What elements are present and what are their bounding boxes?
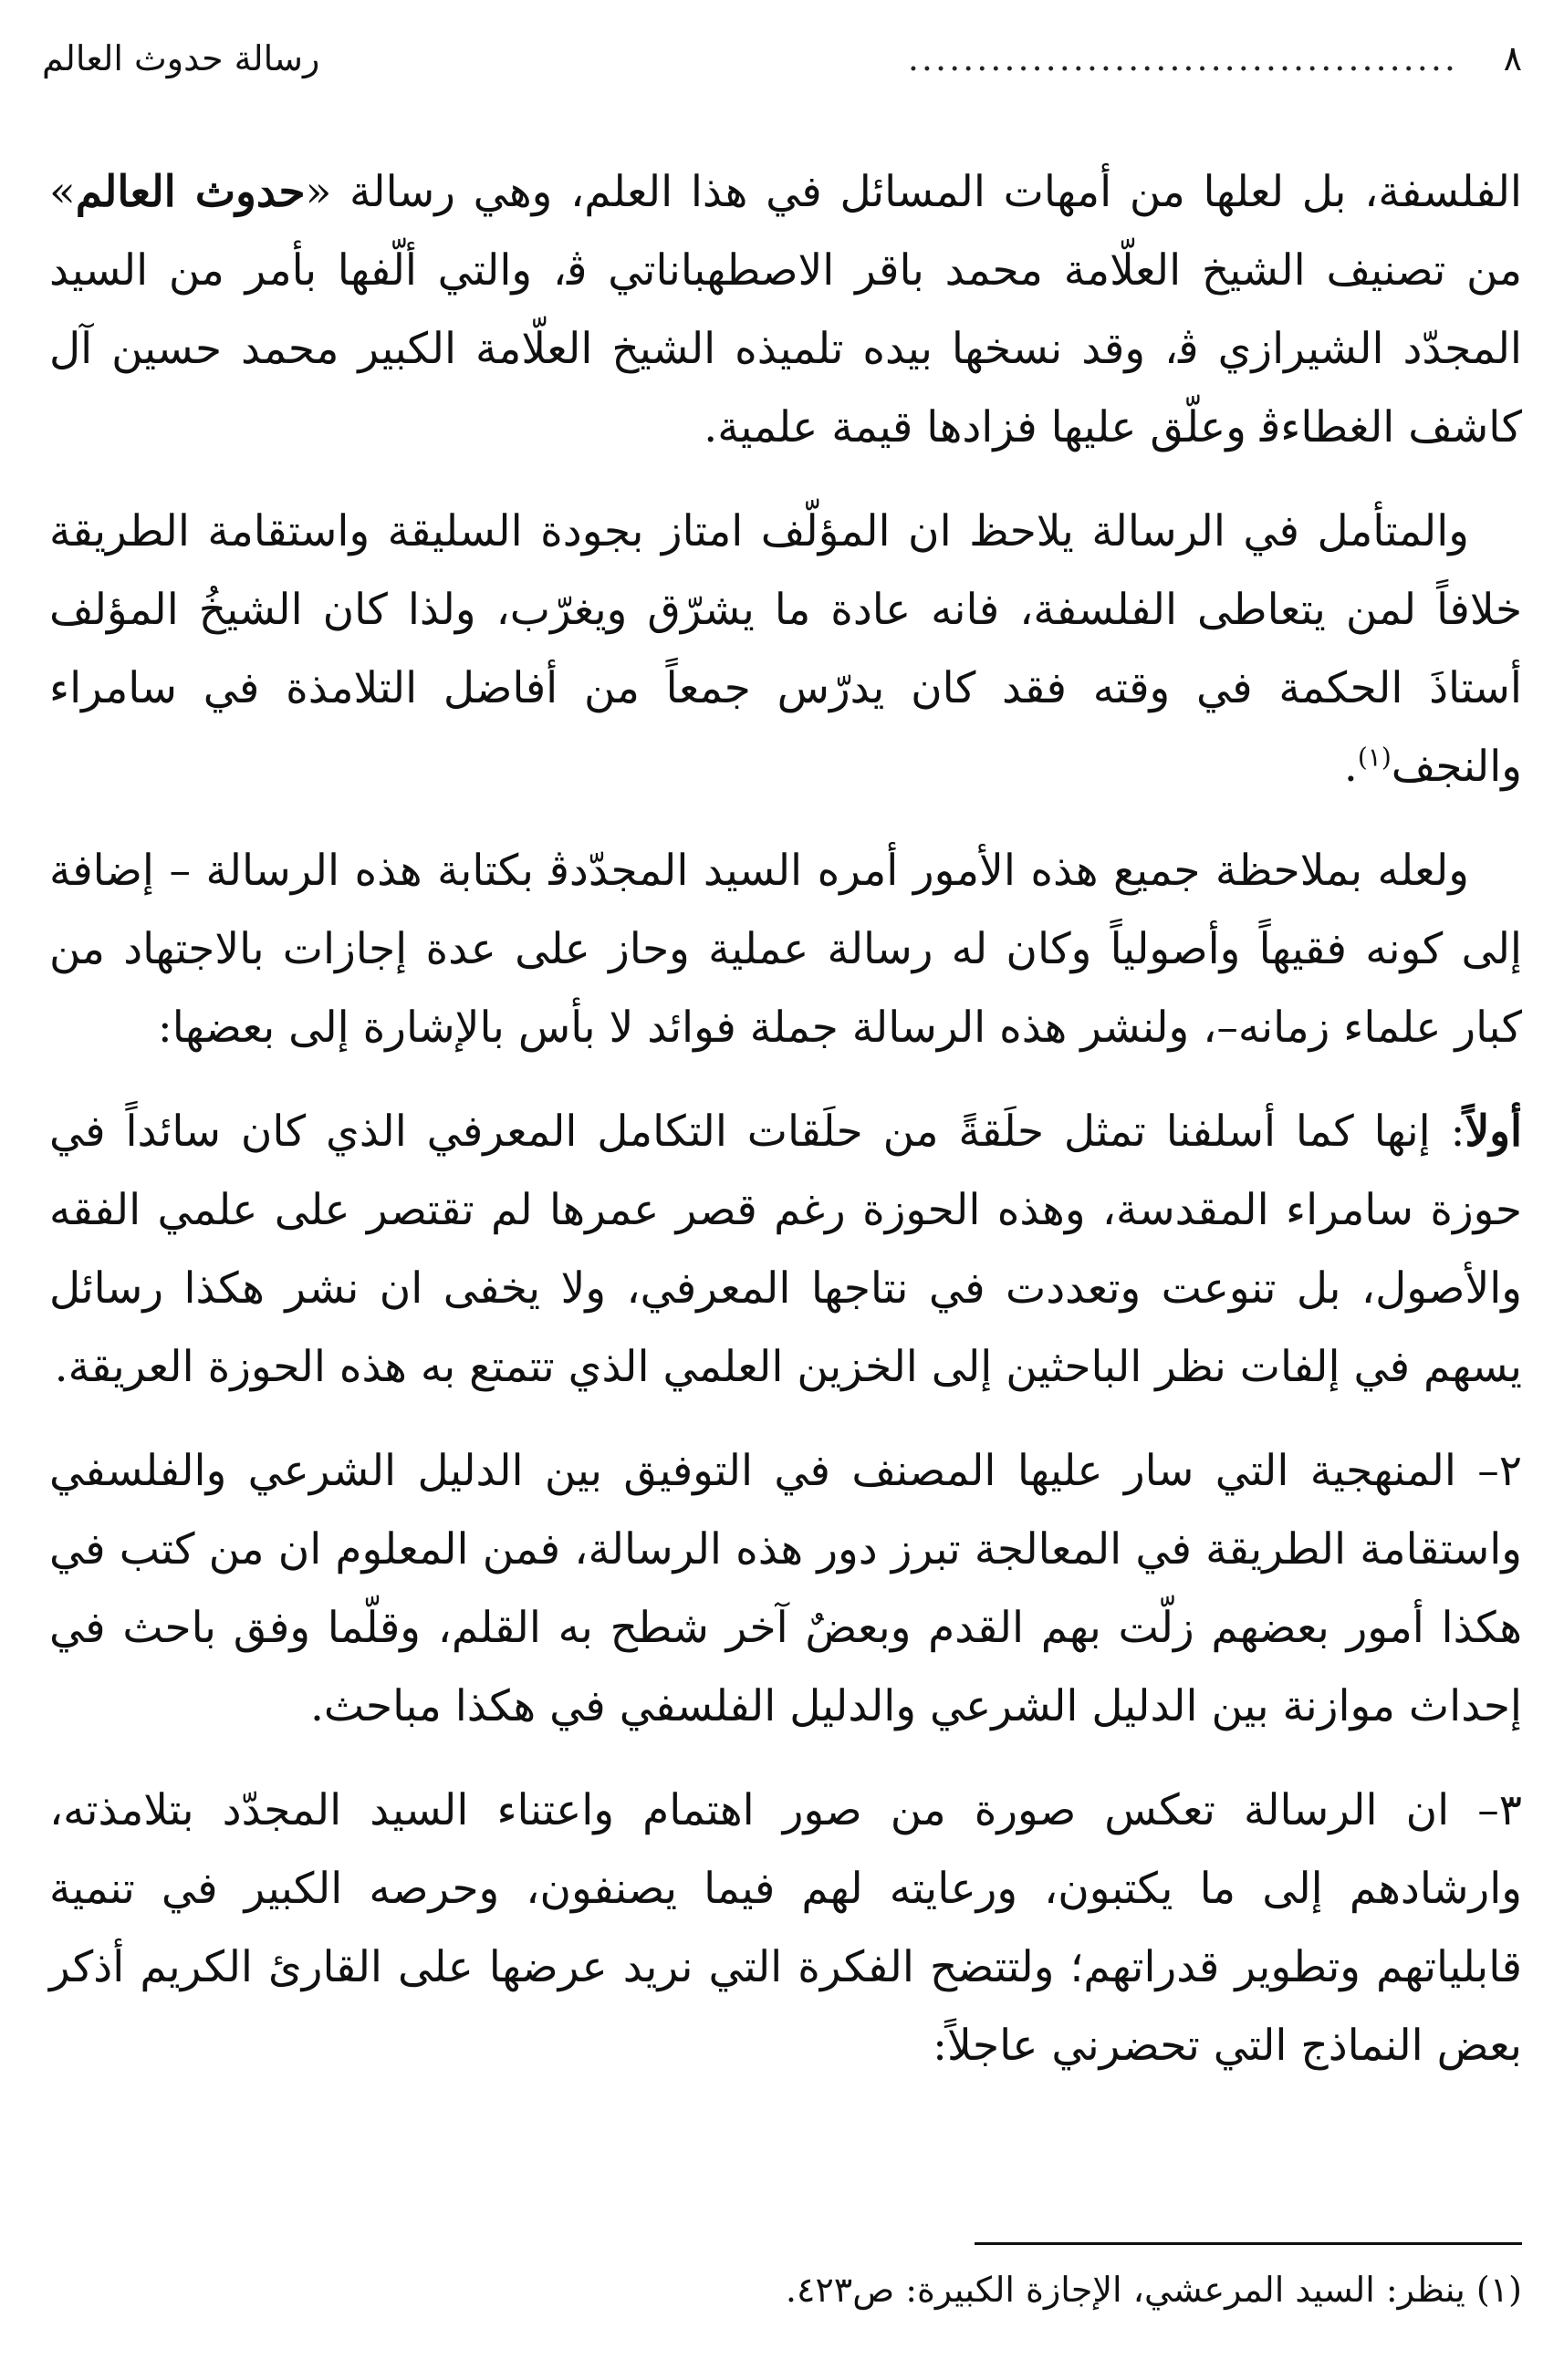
page-number: ٨: [1503, 38, 1522, 78]
paragraph-text: : إنها كما أسلفنا تمثل حلَقةً من حلَقات التكامل المعرفي الذي كان سائداً في حوزة سامراء المقدسة، وهذه الحوزة رغم قصر عمرها لم تقتصر على علمي الفقه والأصول، بل تنوعت وتعددت في نتاجها المعرفي، ولا يخفى ان نشر هكذا رسائل يسهم في إلفات نظر الباحثين إلى الخزين العلمي الذي تتمتع به هذه الحوزة العريقة.: [49, 1107, 1522, 1392]
running-title: رسالة حدوث العالم: [42, 38, 320, 78]
paragraph-p3: [49, 832, 1522, 1067]
paragraph-text: والمتأمل في الرسالة يلاحظ ان المؤلّف امتاز بجودة السليقة واستقامة الطريقة خلافاً لمن يتعاطى الفلسفة، فانه عادة ما يشرّق ويغرّب، ولذا كان الشيخُ المؤلف أستاذَ الحكمة في وقته فقد كان يدرّس جمعاً من أفاضل التلامذة في سامراء والنجف: [49, 506, 1522, 792]
paragraph-text: ٣– ان الرسالة تعكس صورة من صور اهتمام واعتناء السيد المجدّد بتلامذته، وارشادهم إلى ما يكتبون، ورعايته لهم فيما يصنفون، وحرصه الكبير في تنمية قابلياتهم وتطوير قدراتهم؛ ولتتضح الفكرة التي نريد عرضها على القارئ الكريم أذكر بعض النماذج التي تحضرني عاجلاً:: [49, 1785, 1522, 2071]
footnote-separator: [975, 2242, 1522, 2245]
footnote: (١) ينظر: السيد المرعشي، الإجازة الكبيرة: ص٤٢٣.: [785, 2270, 1522, 2310]
paragraph-p1: [49, 153, 1522, 467]
body-text: [49, 153, 1522, 2111]
paragraph-text: » من تصنيف الشيخ العلّامة محمد باقر الاصطهباناتي ﭬ، والتي ألّفها بأمر من السيد المجدّد الشيرازي ﭬ، وقد نسخها بيده تلميذه الشيخ العلّامة الكبير محمد حسين آل كاشف الغطاءﭬ وعلّق عليها فزادها قيمة علمية.: [49, 167, 1522, 452]
paragraph-p5: [49, 1432, 1522, 1746]
paragraph-text: ٢– المنهجية التي سار عليها المصنف في التوفيق بين الدليل الشرعي والفلسفي واستقامة الطريقة في المعالجة تبرز دور هذه الرسالة، فمن المعلوم ان من كتب في هكذا أمور بعضهم زلّت بهم القدم وبعضٌ آخر شطح به القلم، وقلّما وفق باحث في إحداث موازنة بين الدليل الشرعي والدليل الفلسفي في هكذا مباحث.: [49, 1446, 1522, 1731]
bold-text: حدوث العالم: [75, 167, 306, 217]
paragraph-text: ولعله بملاحظة جميع هذه الأمور أمره السيد المجدّدﭬ بكتابة هذه الرسالة – إضافة إلى كونه فقيهاً وأصولياً وكان له رسالة عملية وحاز على عدة إجازات بالاجتهاد من كبار علماء زمانه–، ولنشر هذه الرسالة جملة فوائد لا بأس بالإشارة إلى بعضها:: [49, 846, 1522, 1053]
running-header: [42, 31, 1522, 86]
paragraph-text: الفلسفة، بل لعلها من أمهات المسائل في هذا العلم، وهي رسالة «: [305, 167, 1522, 217]
paragraph-p6: [49, 1772, 1522, 2085]
paragraph-p2: [49, 493, 1522, 806]
header-dot-leader: ........................................: [907, 38, 1458, 78]
paragraph-p4: [49, 1093, 1522, 1407]
footnote-reference: (١): [1357, 742, 1392, 773]
bold-text: أولاً: [1465, 1107, 1522, 1157]
paragraph-text: .: [1343, 742, 1358, 792]
